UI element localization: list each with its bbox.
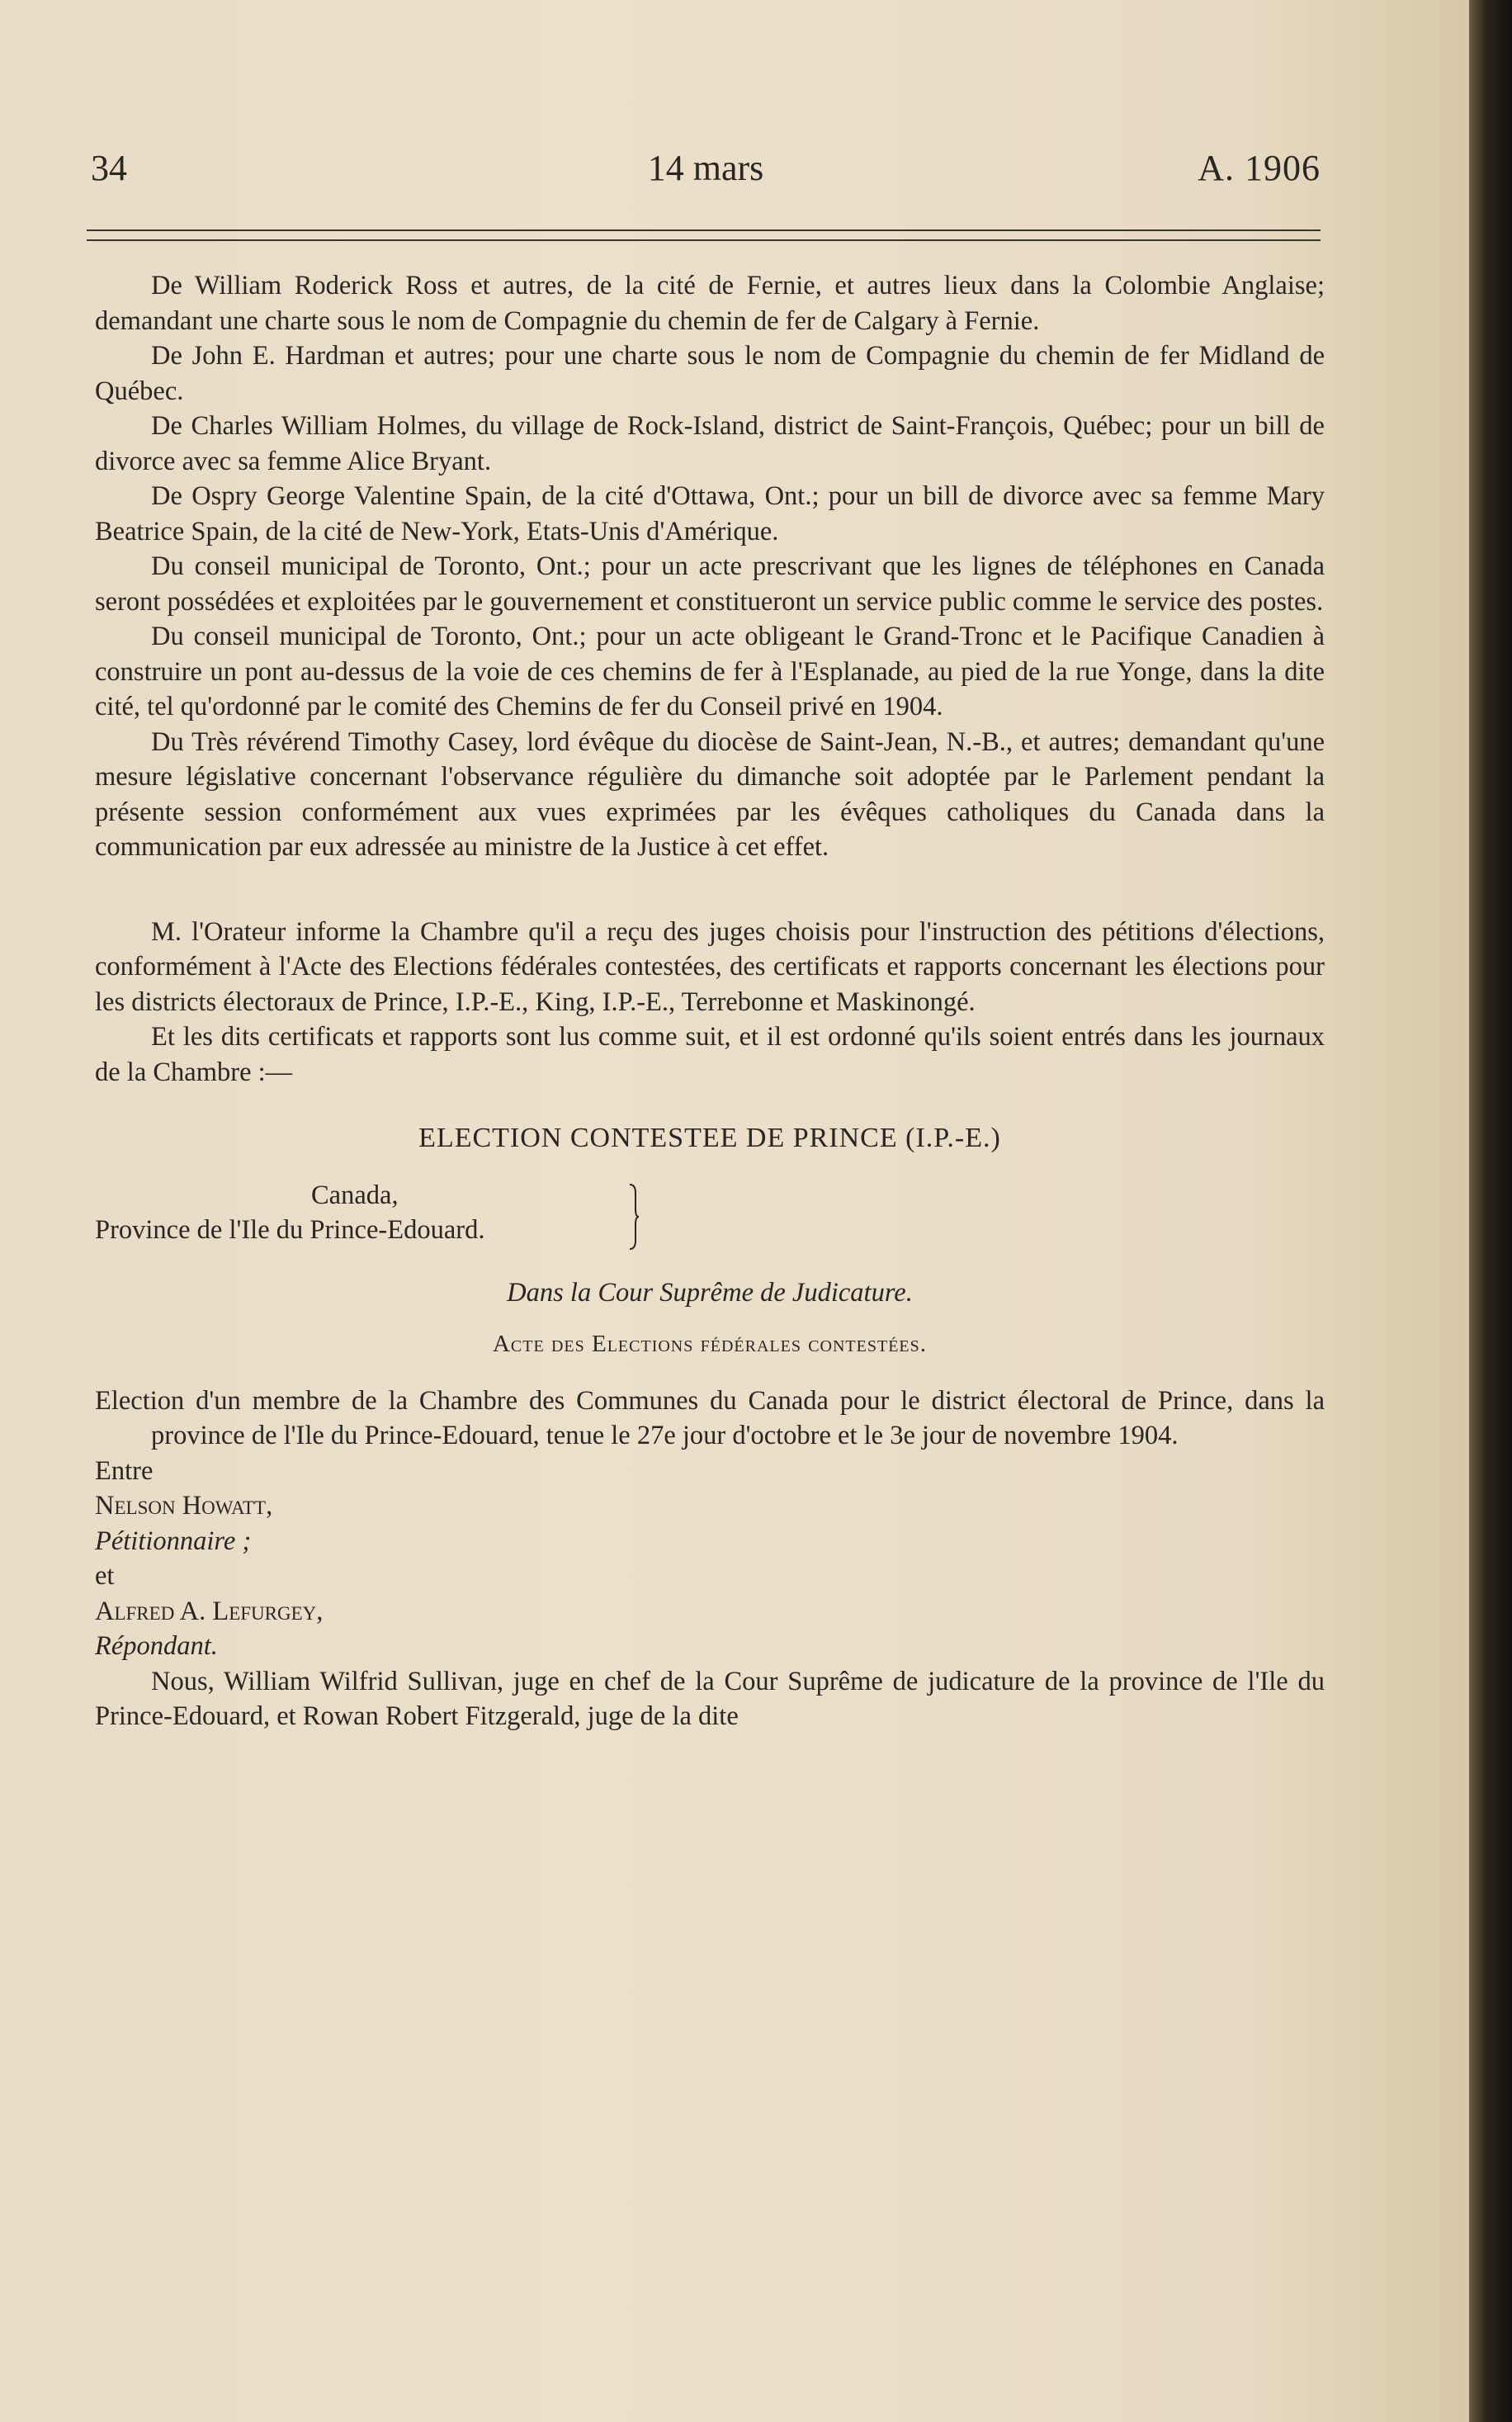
judgment-paragraph: Nous, William Wilfrid Sullivan, juge en chef de la Cour Suprême de judicature de la province de l'Ile du Prince-Edouard, et Rowan Robert Fitzgerald, juge de la dite <box>95 1666 1325 1731</box>
header-year: A. 1906 <box>1198 148 1321 188</box>
election-description: Election d'un membre de la Chambre des Communes du Canada pour le district électoral de Prince, dans la province de l'Ile du Prince-Edouard, tenue le 27e jour d'octobre et le 3e jour de novembre 1904. <box>95 1385 1325 1450</box>
entre-label: Entre <box>95 1455 154 1486</box>
header-date: 14 mars <box>647 148 764 188</box>
header-rule <box>87 229 1321 241</box>
respondent-role: Répondant. <box>95 1631 218 1661</box>
page-header <box>91 147 1321 196</box>
petition-paragraph: De Charles William Holmes, du village de Rock-Island, district de Saint-François, Québec; pour un bill de divorce avec sa femme Alice Bryant. <box>95 411 1325 476</box>
petition-paragraph: De Ospry George Valentine Spain, de la cité d'Ottawa, Ont.; pour un bill de divorce avec sa femme Mary Beatrice Spain, de la cité de New-York, Etats-Unis d'Amérique. <box>95 481 1325 546</box>
petition-paragraph: Du Très révérend Timothy Casey, lord évêque du diocèse de Saint-Jean, N.-B., et autres; demandant qu'une mesure législative concernant l'observance régulière du dimanche soit adoptée par le Parlement pendant la présente session conformément aux vues exprimées par les évêques catholiques du Canada dans la communication par eux adressée au ministre de la Justice à cet effet. <box>95 726 1325 862</box>
petition-paragraph: De John E. Hardman et autres; pour une charte sous le nom de Compagnie du chemin de fer Midland de Québec. <box>95 341 1325 406</box>
petitioner-name: Nelson Howatt, <box>95 1491 273 1521</box>
book-spine-shadow <box>1469 0 1512 2422</box>
et-label: et <box>95 1561 115 1591</box>
act-title: Acte des Elections fédérales contestées. <box>492 1331 928 1357</box>
venue-block <box>95 1178 1325 1261</box>
petition-paragraph: Du conseil municipal de Toronto, Ont.; pour un acte prescrivant que les lignes de téléphones en Canada seront possédées et exploitées par le gouvernement et constitueront un service public comme le service des postes. <box>95 551 1325 617</box>
petition-paragraph: De William Roderick Ross et autres, de la cité de Fernie, et autres lieux dans la Colombie Anglaise; demandant une charte sous le nom de Compagnie du chemin de fer de Calgary à Fernie. <box>95 271 1325 336</box>
page-number: 34 <box>91 148 127 188</box>
respondent-name: Alfred A. Lefurgey, <box>95 1596 324 1626</box>
body-text <box>95 268 1325 1734</box>
venue-province: Province de l'Ile du Prince-Edouard. <box>95 1214 485 1245</box>
section-gap <box>95 865 1325 915</box>
court-name: Dans la Cour Suprême de Judicature. <box>507 1277 913 1308</box>
curly-brace-icon <box>628 1183 640 1251</box>
venue-country: Canada, <box>311 1180 399 1210</box>
petition-paragraph: Du conseil municipal de Toronto, Ont.; pour un acte obligeant le Grand-Tronc et le Pacifique Canadien à construire un pont au-dessus de la voie de ces chemins de fer à l'Esplanade, au pied de la rue Yonge, dans la dite cité, tel qu'ordonné par le comité des Chemins de fer du Conseil privé en 1904. <box>95 622 1325 721</box>
orateur-paragraph: Et les dits certificats et rapports sont lus comme suit, et il est ordonné qu'ils soient entrés dans les journaux de la Chambre :— <box>95 1022 1325 1087</box>
election-heading: ELECTION CONTESTEE DE PRINCE (I.P.-E.) <box>418 1123 1001 1153</box>
orateur-paragraph: M. l'Orateur informe la Chambre qu'il a reçu des juges choisis pour l'instruction des pétitions d'élections, conformément à l'Acte des Elections fédérales contestées, des certificats et rapports concernant les élections pour les districts électoraux de Prince, I.P.-E., King, I.P.-E., Terrebonne et Maskinongé. <box>95 916 1325 1017</box>
petitioner-role: Pétitionnaire ; <box>95 1526 252 1556</box>
